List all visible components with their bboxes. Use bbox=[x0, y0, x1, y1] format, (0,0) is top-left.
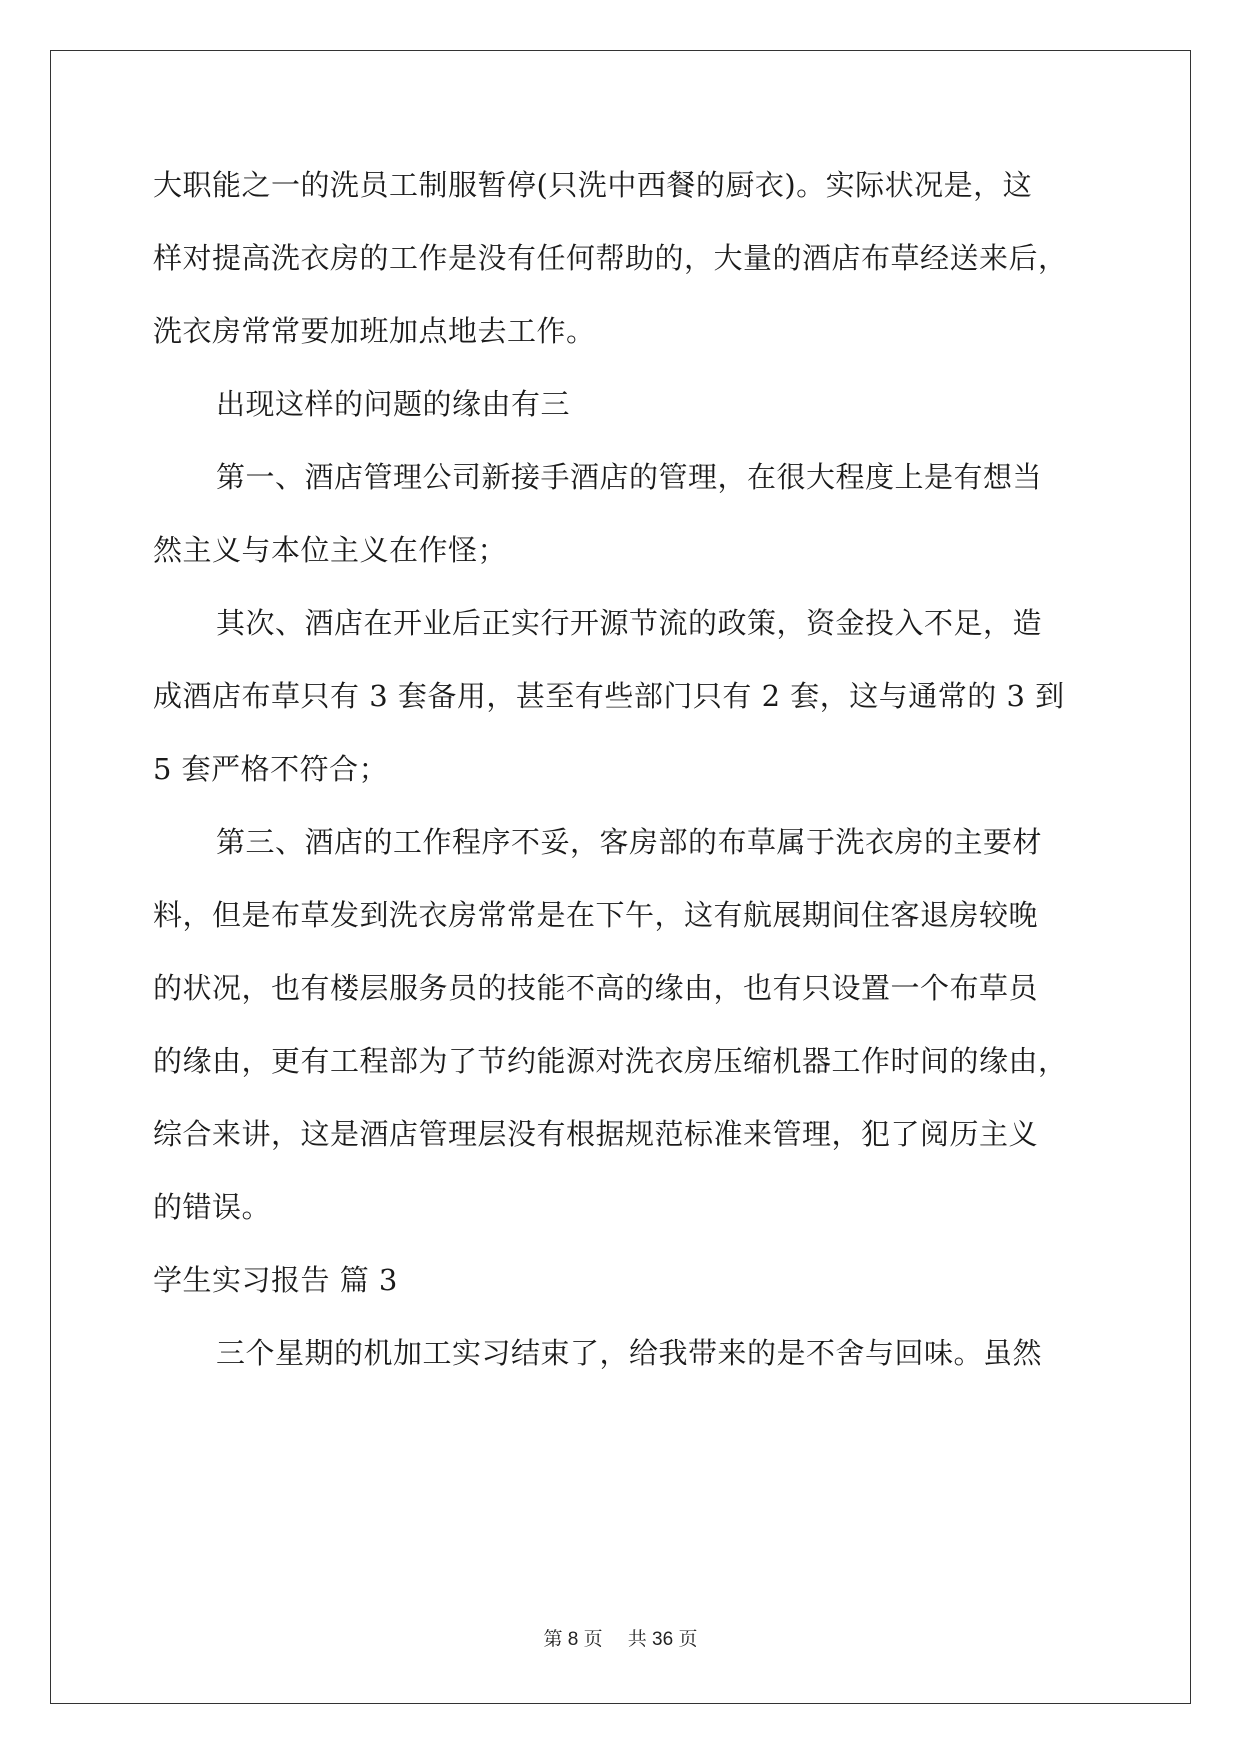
text-line: 洗衣房常常要加班加点地去工作。 bbox=[153, 314, 596, 348]
paragraph-line: 其次、酒店在开业后正实行开源节流的政策，资金投入不足，造 bbox=[216, 606, 1043, 640]
paragraph-line: 第一、酒店管理公司新接手酒店的管理，在很大程度上是有想当 bbox=[216, 460, 1043, 494]
page-footer bbox=[0, 1624, 1241, 1651]
text-line: 的状况，也有楼层服务员的技能不高的缘由，也有只设置一个布草员 bbox=[153, 971, 1039, 1005]
text-line: 大职能之一的洗员工制服暂停(只洗中西餐的厨衣)。实际状况是，这 bbox=[153, 168, 1033, 202]
text-line: 样对提高洗衣房的工作是没有任何帮助的，大量的酒店布草经送来后， bbox=[153, 241, 1068, 275]
text-line: 的缘由，更有工程部为了节约能源对洗衣房压缩机器工作时间的缘由， bbox=[153, 1044, 1068, 1078]
text-line: 综合来讲，这是酒店管理层没有根据规范标准来管理，犯了阅历主义 bbox=[153, 1117, 1039, 1151]
section-heading: 学生实习报告 篇 3 bbox=[153, 1263, 398, 1297]
page-number: 第 8 页 bbox=[543, 1629, 603, 1650]
text-line: 成酒店布草只有 3 套备用，甚至有些部门只有 2 套，这与通常的 3 到 bbox=[153, 679, 1065, 713]
paragraph-line: 三个星期的机加工实习结束了，给我带来的是不舍与回味。虽然 bbox=[216, 1336, 1043, 1370]
text-line: 然主义与本位主义在作怪； bbox=[153, 533, 508, 567]
page-total: 共 36 页 bbox=[627, 1629, 698, 1650]
page-border bbox=[50, 50, 1191, 1704]
paragraph-line: 第三、酒店的工作程序不妥，客房部的布草属于洗衣房的主要材 bbox=[216, 825, 1043, 859]
text-line: 5 套严格不符合； bbox=[153, 752, 389, 786]
text-line: 料，但是布草发到洗衣房常常是在下午，这有航展期间住客退房较晚 bbox=[153, 898, 1039, 932]
text-line: 的错误。 bbox=[153, 1190, 272, 1224]
paragraph-line: 出现这样的问题的缘由有三 bbox=[216, 387, 571, 421]
